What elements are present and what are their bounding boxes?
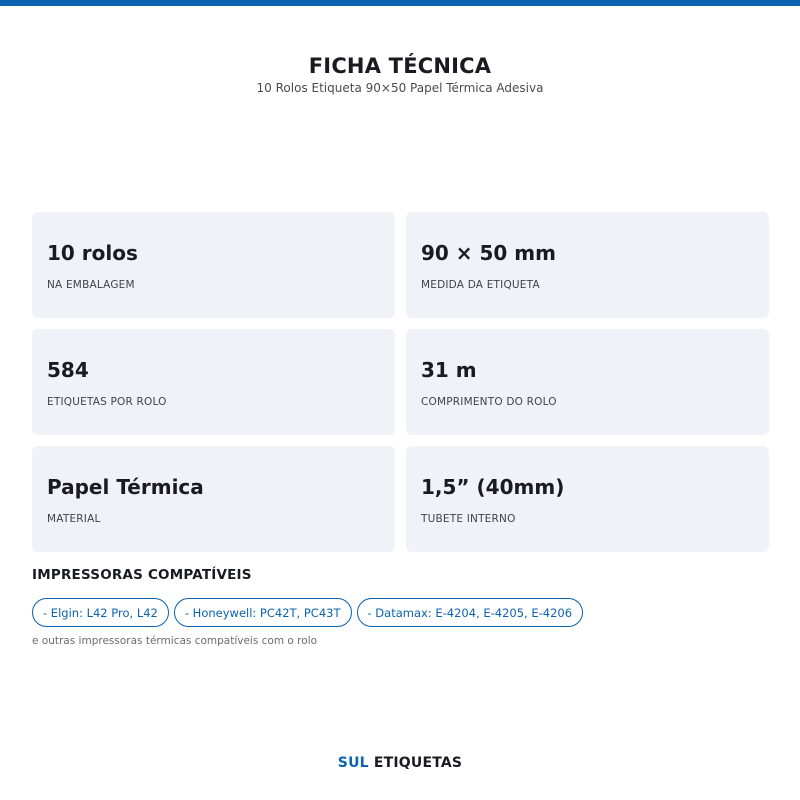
spec-grid — [32, 212, 769, 552]
printer-chip-honeywell: - Honeywell: PC42T, PC43T — [174, 598, 352, 627]
section-title: IMPRESSORAS COMPATÍVEIS — [32, 567, 252, 583]
spec-label: TUBETE INTERNO — [421, 513, 516, 525]
printer-chip-list — [32, 598, 772, 627]
page-header — [0, 54, 800, 95]
brand-footer — [0, 755, 800, 771]
page-subtitle: 10 Rolos Etiqueta 90×50 Papel Térmica Adesiva — [256, 81, 544, 95]
spec-value: 90 × 50 mm — [421, 241, 556, 265]
spec-label: COMPRIMENTO DO ROLO — [421, 396, 557, 408]
top-accent-bar — [0, 0, 800, 6]
brand-name-second: ETIQUETAS — [373, 755, 463, 771]
spec-card-quantity — [32, 212, 395, 318]
spec-label: ETIQUETAS POR ROLO — [47, 396, 167, 408]
page-title: FICHA TÉCNICA — [308, 54, 492, 78]
compatible-printers-section — [32, 567, 772, 647]
brand-name-first: SUL — [337, 755, 369, 771]
printer-chip-elgin: - Elgin: L42 Pro, L42 — [32, 598, 169, 627]
spec-label: NA EMBALAGEM — [47, 279, 135, 291]
spec-label: MATERIAL — [47, 513, 101, 525]
spec-value: 1,5” (40mm) — [421, 475, 565, 499]
spec-card-size — [406, 212, 769, 318]
spec-value: Papel Térmica — [47, 475, 204, 499]
spec-card-core — [406, 446, 769, 552]
printer-chip-datamax: - Datamax: E-4204, E-4205, E-4206 — [357, 598, 584, 627]
compatibility-note: e outras impressoras térmicas compatíveis com o rolo — [32, 635, 318, 647]
spec-card-material — [32, 446, 395, 552]
spec-value: 584 — [47, 358, 89, 382]
spec-card-roll-length — [406, 329, 769, 435]
spec-card-labels-per-roll — [32, 329, 395, 435]
spec-label: MEDIDA DA ETIQUETA — [421, 279, 540, 291]
spec-value: 31 m — [421, 358, 477, 382]
spec-value: 10 rolos — [47, 241, 138, 265]
